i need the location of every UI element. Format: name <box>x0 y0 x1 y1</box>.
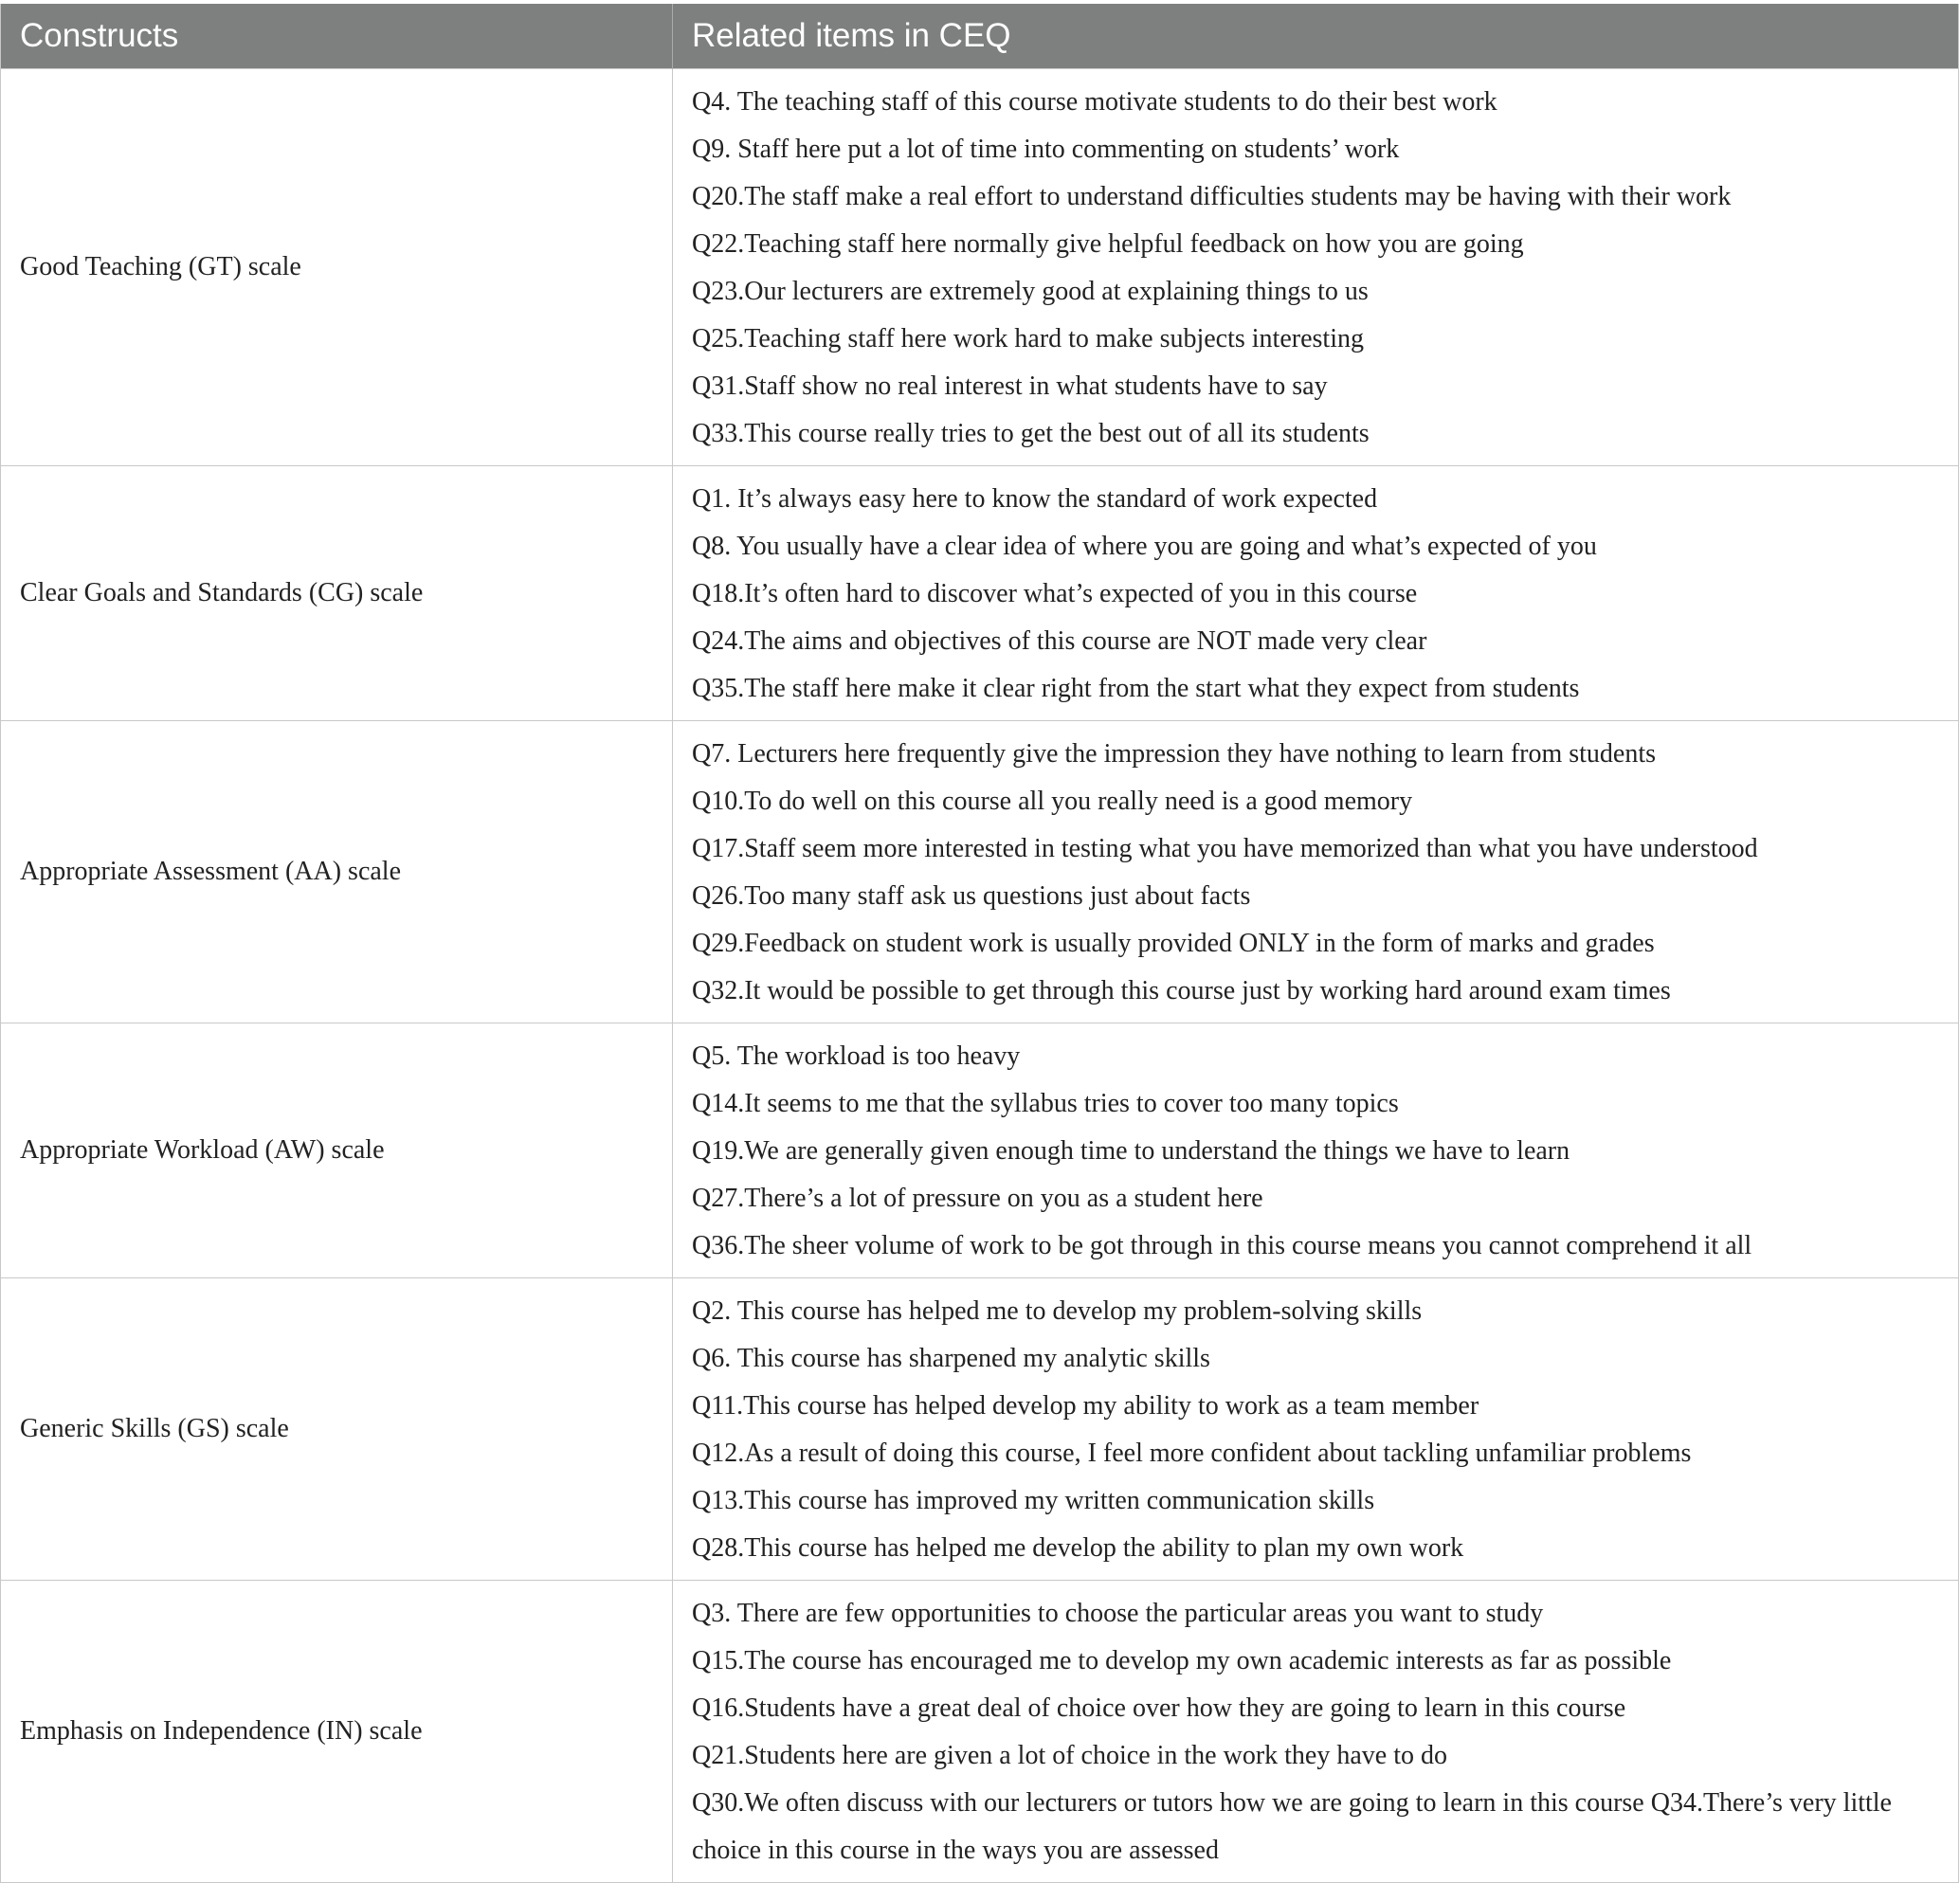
list-item: Q12.As a result of doing this course, I feel more confident about tackling unfamiliar problems <box>692 1438 1692 1468</box>
list-item: Q32.It would be possible to get through this course just by working hard around exam times <box>692 975 1671 1005</box>
list-item: Q24.The aims and objectives of this course are NOT made very clear <box>692 625 1427 656</box>
list-item: Q4. The teaching staff of this course motivate students to do their best work <box>692 86 1497 117</box>
items-cell <box>673 1023 1959 1277</box>
list-item: Q36.The sheer volume of work to be got through in this course means you cannot comprehend it all <box>692 1230 1752 1260</box>
ceq-constructs-table <box>0 4 1959 1883</box>
list-item: Q20.The staff make a real effort to understand difficulties students may be having with their work <box>692 181 1732 211</box>
list-item: Q5. The workload is too heavy <box>692 1041 1021 1071</box>
construct-cell: Appropriate Workload (AW) scale <box>1 1023 673 1277</box>
construct-cell: Good Teaching (GT) scale <box>1 68 673 465</box>
list-item: Q30.We often discuss with our lecturers or tutors how we are going to learn in this course Q34.There’s very little choice in this course in the ways you are assessed <box>692 1787 1892 1865</box>
list-item: Q29.Feedback on student work is usually provided ONLY in the form of marks and grades <box>692 928 1655 958</box>
table-row <box>1 1580 1959 1882</box>
construct-cell: Emphasis on Independence (IN) scale <box>1 1580 673 1882</box>
list-item: Q13.This course has improved my written communication skills <box>692 1485 1375 1515</box>
table-header-row <box>1 4 1959 68</box>
list-item: Q23.Our lecturers are extremely good at explaining things to us <box>692 276 1369 306</box>
list-item: Q17.Staff seem more interested in testing what you have memorized than what you have understood <box>692 833 1758 863</box>
list-item: Q15.The course has encouraged me to develop my own academic interests as far as possible <box>692 1645 1672 1675</box>
list-item: Q11.This course has helped develop my ability to work as a team member <box>692 1390 1479 1421</box>
construct-cell: Clear Goals and Standards (CG) scale <box>1 465 673 720</box>
list-item: Q22.Teaching staff here normally give helpful feedback on how you are going <box>692 228 1524 259</box>
list-item: Q2. This course has helped me to develop my problem-solving skills <box>692 1295 1423 1326</box>
items-cell <box>673 465 1959 720</box>
table-row <box>1 720 1959 1023</box>
list-item: Q10.To do well on this course all you really need is a good memory <box>692 786 1413 816</box>
list-item: Q33.This course really tries to get the best out of all its students <box>692 418 1370 448</box>
table-row <box>1 1277 1959 1580</box>
table-row <box>1 68 1959 465</box>
header-constructs: Constructs <box>1 4 673 68</box>
list-item: Q9. Staff here put a lot of time into commenting on students’ work <box>692 134 1400 164</box>
items-cell <box>673 720 1959 1023</box>
list-item: Q8. You usually have a clear idea of where you are going and what’s expected of you <box>692 531 1597 561</box>
items-cell <box>673 1580 1959 1882</box>
construct-cell: Appropriate Assessment (AA) scale <box>1 720 673 1023</box>
list-item: Q1. It’s always easy here to know the standard of work expected <box>692 483 1378 514</box>
header-related-items: Related items in CEQ <box>673 4 1959 68</box>
list-item: Q18.It’s often hard to discover what’s expected of you in this course <box>692 578 1418 608</box>
list-item: Q27.There’s a lot of pressure on you as a student here <box>692 1183 1263 1213</box>
list-item: Q25.Teaching staff here work hard to make subjects interesting <box>692 323 1364 353</box>
list-item: Q21.Students here are given a lot of choice in the work they have to do <box>692 1740 1447 1770</box>
list-item: Q7. Lecturers here frequently give the impression they have nothing to learn from students <box>692 738 1657 769</box>
list-item: Q3. There are few opportunities to choose the particular areas you want to study <box>692 1598 1544 1628</box>
table-row <box>1 465 1959 720</box>
list-item: Q14.It seems to me that the syllabus tries to cover too many topics <box>692 1088 1399 1118</box>
list-item: Q31.Staff show no real interest in what students have to say <box>692 371 1328 401</box>
list-item: Q19.We are generally given enough time to understand the things we have to learn <box>692 1135 1570 1166</box>
list-item: Q28.This course has helped me develop the ability to plan my own work <box>692 1532 1464 1563</box>
table-row <box>1 1023 1959 1277</box>
items-cell <box>673 1277 1959 1580</box>
list-item: Q6. This course has sharpened my analytic skills <box>692 1343 1210 1373</box>
construct-cell: Generic Skills (GS) scale <box>1 1277 673 1580</box>
list-item: Q35.The staff here make it clear right from the start what they expect from students <box>692 673 1580 703</box>
items-cell <box>673 68 1959 465</box>
list-item: Q26.Too many staff ask us questions just about facts <box>692 880 1251 911</box>
list-item: Q16.Students have a great deal of choice over how they are going to learn in this course <box>692 1693 1626 1723</box>
